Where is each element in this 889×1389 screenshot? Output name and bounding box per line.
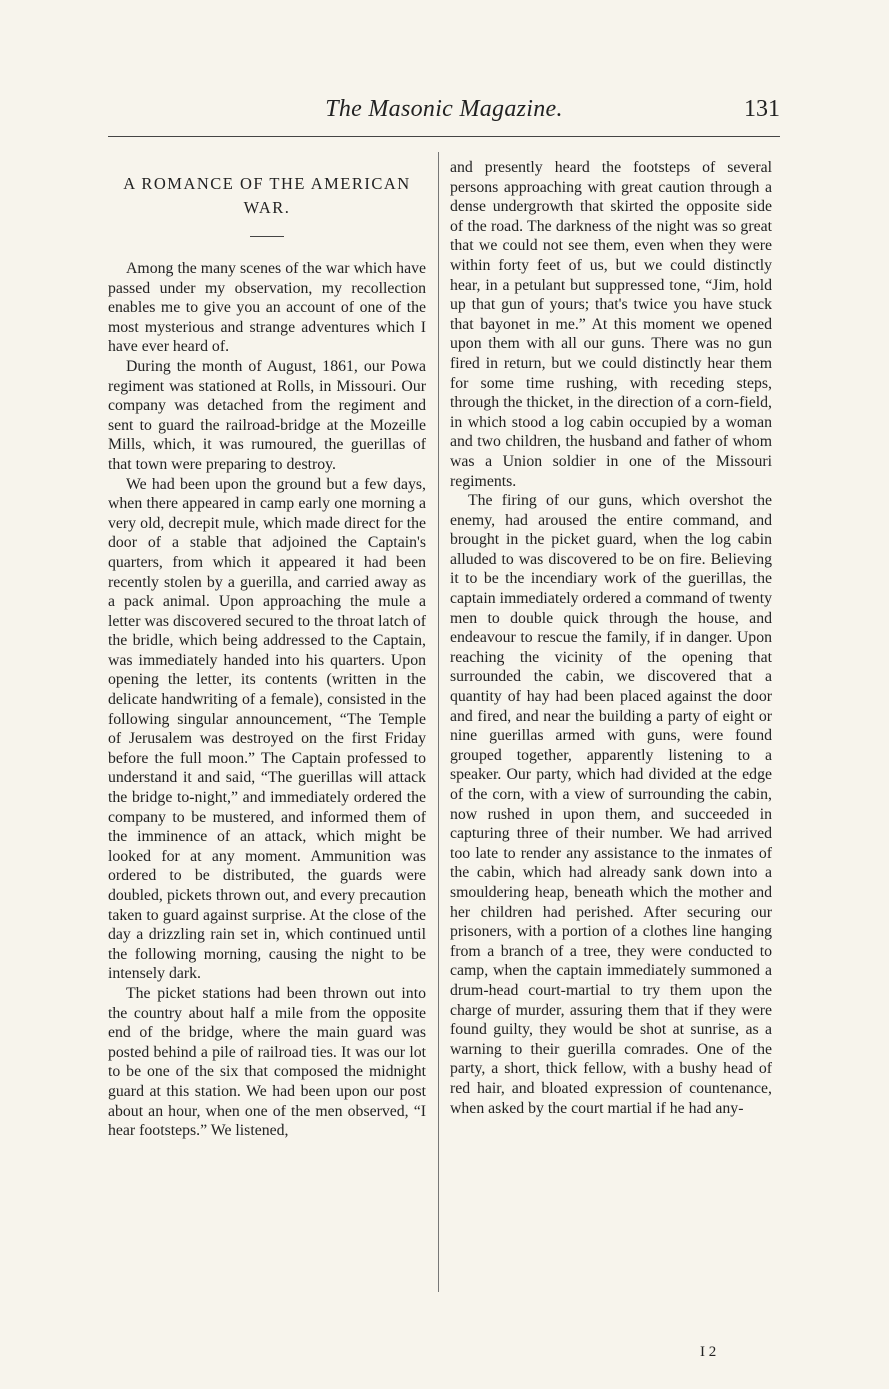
- paragraph: and presently heard the footsteps of several persons approaching with great caution through a dense undergrowth that skirted the opposite side of the road. The darkness of the night was so great that we could not see them, even when they were within forty feet of us, but we could distinctly hear, in a petulant but suppressed tone, “Jim, hold up that gun of yours; that's twice you have stuck that bayonet in me.” At this moment we opened upon them with all our guns. There was no gun fired in return, but we could distinctly hear them for some time rushing, with receding steps, through the thicket, in the direction of a corn-field, in which stood a log cabin occupied by a woman and two children, the husband and father of whom was a Union soldier in one of the Missouri regiments.: [450, 159, 772, 490]
- paragraph: Among the many scenes of the war which have passed under my observation, my recollection enables me to give you an account of one of the most mysterious and strange adventures which I have ever heard of.: [108, 260, 426, 356]
- page-number: 131: [744, 96, 780, 122]
- page-header: [108, 96, 780, 130]
- right-column: [450, 158, 772, 1118]
- title-rule: [250, 236, 284, 237]
- paragraph: The firing of our guns, which overshot the enemy, had aroused the entire command, and brought in the picket guard, when the log cabin alluded to was discovered to be on fire. Believing it to be the incendiary work of the guerillas, the captain immediately ordered a command of twenty men to double quick through the house, and endeavour to rescue the family, if in danger. Upon reaching the vicinity of the opening that surrounded the cabin, we discovered that a quantity of hay had been placed against the door and fired, and near the building a party of eight or nine guerillas armed with guns, were found grouped together, apparently listening to a speaker. Our party, which had divided at the edge of the corn, with a view of surrounding the cabin, now rushed in upon them, and succeeded in capturing three of their number. We had arrived too late to render any assistance to the inmates of the cabin, which had already sank down into a smouldering heap, beneath which the mother and her children had perished. After securing our prisoners, with a portion of a clothes line hanging from a branch of a tree, they were conducted to camp, when the captain immediately summoned a drum-head court-martial to try them upon the charge of murder, assuring them that if they were found guilty, they would be shot at sunrise, as a warning to their guerilla comrades. One of the party, a short, thick fellow, with a bushy head of red hair, and bloated expression of countenance, when asked by the court martial if he had any-: [450, 492, 772, 1117]
- paragraph: During the month of August, 1861, our Powa regiment was stationed at Rolls, in Missouri. Our company was detached from the regiment and sent to guard the railroad-bridge at the Mozeille Mills, which, it was rumoured, the guerillas of that town were preparing to destroy.: [108, 357, 426, 473]
- column-divider: [438, 152, 439, 1292]
- paragraph: The picket stations had been thrown out into the country about half a mile from the opposite end of the bridge, where the main guard was posted behind a pile of railroad ties. It was our lot to be one of the six that composed the midnight guard at this station. We had been upon our post about an hour, when one of the men observed, “I hear footsteps.” We listened,: [108, 984, 426, 1140]
- signature-mark: I 2: [700, 1344, 717, 1360]
- paragraph: We had been upon the ground but a few days, when there appeared in camp early one morning a very old, decrepit mule, which made direct for the door of a stable that adjoined the Captain's quarters, from which it appeared it had been recently stolen by a guerilla, and carried away as a pack animal. Upon approaching the mule a letter was discovered secured to the throat latch of the bridle, which being addressed to the Captain, was immediately handed into his quarters. Upon opening the letter, its contents (written in the delicate handwriting of a female), consisted in the following singular announcement, “The Temple of Jerusalem was destroyed on the first Friday before the full moon.” The Captain professed to understand it and said, “The guerillas will attack the bridge to-night,” and immediately ordered the company to be mustered, and informed them of the imminence of an attack, which might be looked for at any moment. Ammunition was ordered to be distributed, the guards were doubled, pickets thrown out, and every precaution taken to guard against surprise. At the close of the day a drizzling rain set in, which continued until the following morning, causing the night to be intensely dark.: [108, 475, 426, 983]
- left-column: [108, 160, 426, 1141]
- article-title: A ROMANCE OF THE AMERICAN WAR.: [123, 174, 411, 217]
- running-title: The Masonic Magazine.: [325, 96, 563, 122]
- header-rule: [108, 136, 780, 137]
